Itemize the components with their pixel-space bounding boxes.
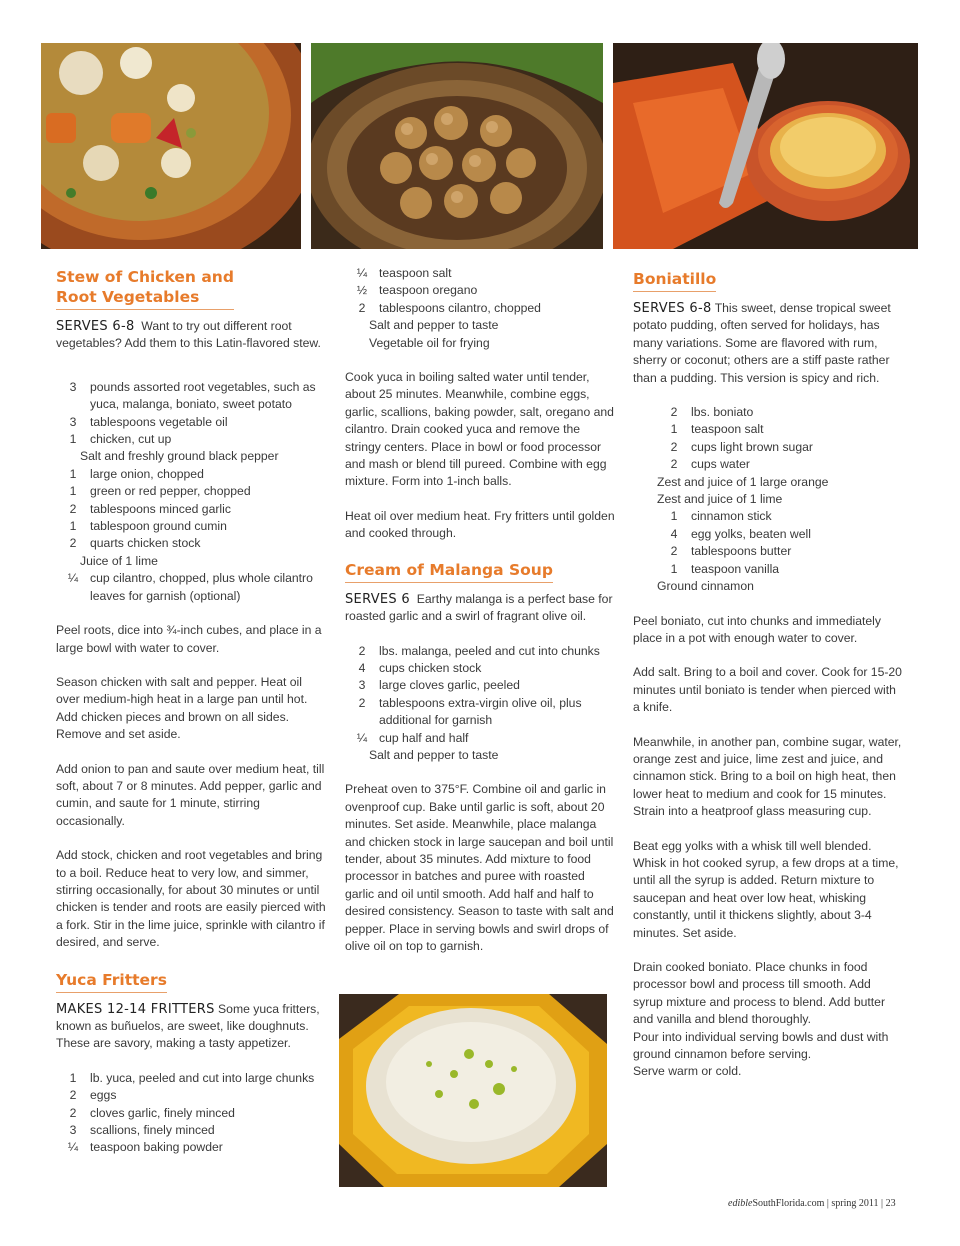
recipe-stew	[56, 267, 328, 952]
recipe-intro	[56, 318, 328, 353]
ingredient-quantity: 1	[670, 561, 678, 576]
footer-brand-italic: edible	[728, 1198, 753, 1209]
ingredient-item	[345, 695, 617, 730]
intro-text: Earthy malanga is a perfect base for roasted garlic and a swirl of fragrant olive oil.	[345, 591, 613, 624]
ingredient-list	[345, 643, 617, 765]
column-3	[633, 269, 903, 1081]
ingredient-item	[56, 466, 328, 483]
ingredient-text: large cloves garlic, peeled	[379, 678, 520, 693]
page-number: 23	[885, 1198, 896, 1209]
fritters-photo	[311, 43, 603, 249]
ingredient-quantity: 1	[69, 519, 77, 534]
ingredient-list	[56, 1070, 328, 1157]
footer-brand: SouthFlorida.com	[752, 1198, 825, 1209]
ingredient-text: tablespoons extra-virgin olive oil, plus additional for garnish	[379, 695, 582, 728]
ingredient-quantity: 4	[670, 526, 678, 541]
column-1	[56, 267, 328, 1157]
ingredient-item	[657, 543, 903, 560]
ingredient-text: eggs	[90, 1088, 117, 1103]
ingredient-text: tablespoons cilantro, chopped	[379, 300, 541, 315]
ingredient-item	[56, 483, 328, 500]
ingredient-item	[345, 677, 617, 694]
ingredient-quantity: 1	[69, 484, 77, 499]
ingredient-text: cup cilantro, chopped, plus whole cilantro leaves for garnish (optional)	[90, 571, 313, 603]
ingredient-text: cups light brown sugar	[691, 439, 813, 454]
ingredient-quantity: ¼	[67, 571, 79, 586]
recipe-title: Cream of Malanga Soup	[345, 560, 553, 583]
steps	[345, 781, 617, 955]
ingredient-text: teaspoon salt	[379, 266, 452, 280]
recipe-yuca-fritters	[56, 970, 328, 1157]
ingredient-text: lbs. malanga, peeled and cut into chunks	[379, 643, 600, 658]
ingredient-text: Salt and freshly ground black pepper	[80, 449, 279, 464]
ingredient-text: Zest and juice of 1 large orange	[657, 474, 829, 489]
instruction-step: Season chicken with salt and pepper. Heat oil over medium-high heat in a large pan until hot. Add chicken pieces and brown on all sides. Remove and set aside.	[56, 674, 308, 742]
ingredient-item	[56, 535, 328, 552]
ingredient-text: tablespoons vegetable oil	[90, 414, 228, 429]
recipe-intro	[345, 591, 617, 626]
ingredient-list	[56, 379, 328, 605]
instruction-step: Peel boniato, cut into chunks and immediately place in a pot with enough water to cover.	[633, 613, 881, 645]
instruction-step: Add stock, chicken and root vegetables and bring to a boil. Reduce heat to very low, and simmer, stirring occasionally, for about 30 minutes or until chicken is tender and roots are easily pierced with a fork. Stir in the lime juice, sprinkle with cilantro if desired, and serve.	[56, 848, 326, 950]
recipe-title: Yuca Fritters	[56, 970, 167, 993]
ingredient-item	[56, 1105, 328, 1122]
ingredient-text: Juice of 1 lime	[80, 553, 158, 568]
intro-text: Want to try out different root vegetables? Add them to this Latin-flavored stew.	[56, 319, 321, 351]
ingredient-quantity: ¼	[67, 1140, 79, 1155]
ingredient-text: scallions, finely minced	[90, 1123, 215, 1138]
ingredient-text: lbs. boniato	[691, 405, 754, 420]
ingredient-item	[56, 448, 328, 465]
ingredient-item	[56, 414, 328, 431]
ingredient-quantity: 1	[69, 432, 77, 447]
ingredient-item	[657, 508, 903, 525]
ingredient-quantity: 4	[358, 660, 366, 675]
stew-photo	[41, 43, 301, 249]
ingredient-quantity: 1	[69, 1070, 77, 1085]
ingredient-item	[56, 518, 328, 535]
ingredient-quantity: ¼	[356, 266, 368, 280]
ingredient-item	[345, 265, 617, 282]
footer-issue: spring 2011	[831, 1198, 879, 1209]
ingredient-text: Vegetable oil for frying	[369, 335, 490, 350]
recipe-boniatillo	[633, 269, 903, 1081]
recipe-intro	[56, 1001, 328, 1053]
steps	[633, 613, 903, 943]
ingredient-text: cups chicken stock	[379, 660, 482, 675]
ingredient-quantity: 2	[670, 544, 678, 559]
ingredient-item	[56, 431, 328, 448]
instruction-step: Add salt. Bring to a boil and cover. Cook for 15-20 minutes until boniato is tender when pierced with a knife.	[633, 665, 902, 715]
ingredient-text: tablespoons butter	[691, 544, 792, 559]
instruction-step: Cook yuca in boiling salted water until tender, about 25 minutes. Meanwhile, combine eggs, garlic, scallions, baking powder, salt, oregano and cilantro. Drain cooked yuca and remove the stringy centers. Place in bowl or food processor and mash or blend till pureed. Combine with egg mixture. Form into 1-inch balls.	[345, 370, 614, 489]
ingredient-text: large onion, chopped	[90, 466, 204, 481]
ingredient-text: Salt and pepper to taste	[369, 318, 499, 333]
boniatillo-photo	[613, 43, 918, 249]
ingredient-quantity: 2	[69, 501, 77, 516]
ingredient-text: teaspoon oregano	[379, 283, 478, 298]
instruction-step: Beat egg yolks with a whisk till well blended. Whisk in hot cooked syrup, a few drops at a time, until all the syrup is added. Return mixture to saucepan and heat over low heat, whisking constantly, until it thickens slightly, about 3-4 minutes. Set aside.	[633, 838, 899, 940]
ingredient-text: quarts chicken stock	[90, 536, 201, 551]
ingredient-item	[56, 1139, 328, 1156]
soup-photo	[339, 994, 607, 1187]
ingredient-text: Zest and juice of 1 lime	[657, 492, 783, 507]
ingredient-text: lb. yuca, peeled and cut into large chunks	[90, 1070, 315, 1085]
ingredient-item	[345, 660, 617, 677]
ingredient-item	[345, 282, 617, 299]
page-footer: edibleSouthFlorida.com | spring 2011 | 23	[728, 1198, 896, 1209]
ingredient-item	[657, 491, 903, 508]
column-2	[345, 265, 617, 955]
ingredient-quantity: 1	[670, 422, 678, 437]
ingredient-item	[345, 643, 617, 660]
instruction-step: Meanwhile, in another pan, combine sugar, water, orange zest and juice, lime zest and juice, and cinnamon stick. Bring to a boil on high heat, then lower heat to medium and cook for 15 minutes. Strain into a heatproof glass measuring cup.	[633, 734, 902, 819]
ingredient-text: teaspoon vanilla	[691, 561, 780, 576]
ingredient-item	[56, 1122, 328, 1139]
final-step	[633, 959, 903, 1081]
ingredient-quantity: 2	[670, 405, 678, 420]
ingredient-quantity: 2	[69, 1105, 77, 1120]
recipe-intro	[633, 300, 903, 387]
serves-label: MAKES 12-14 FRITTERS	[56, 1001, 215, 1017]
instruction-step: Add onion to pan and saute over medium heat, till soft, about 7 or 8 minutes. Add pepper, garlic and cumin, and saute for 1 minute, stirring occasionally.	[56, 761, 325, 828]
ingredient-item	[657, 404, 903, 421]
instruction-step: Preheat oven to 375°F. Combine oil and garlic in ovenproof cup. Bake until garlic is soft, about 20 minutes. Set aside. Meanwhile, place malanga and chicken stock in large saucepan and boil until tender, about 35 minutes. Add mixture to food processor in batches and puree with roasted garlic and oil until smooth. Add half and half to desired consistency. Season to taste with salt and pepper. Place in serving bowls and swirl drops of olive oil on top to garnish.	[345, 782, 614, 953]
recipe-title	[56, 267, 234, 310]
ingredient-text: Ground cinnamon	[657, 579, 754, 594]
ingredient-text: egg yolks, beaten well	[691, 526, 811, 541]
ingredient-quantity: 3	[69, 1123, 77, 1138]
serves-label: SERVES 6	[345, 591, 410, 607]
ingredient-item	[345, 335, 617, 352]
ingredient-text: tablespoons minced garlic	[90, 501, 231, 516]
ingredient-text: green or red pepper, chopped	[90, 484, 251, 499]
instruction-step: Peel roots, dice into ¾-inch cubes, and place in a large bowl with water to cover.	[56, 623, 322, 655]
instruction-step: Heat oil over medium heat. Fry fritters until golden and cooked through.	[345, 508, 615, 541]
ingredient-text: tablespoon ground cumin	[90, 519, 227, 534]
title-line-2: Root Vegetables	[56, 288, 200, 306]
ingredient-item	[657, 526, 903, 543]
steps	[56, 622, 328, 952]
ingredient-text: Salt and pepper to taste	[369, 747, 499, 762]
ingredient-quantity: 1	[670, 509, 678, 524]
final-step-line: Drain cooked boniato. Place chunks in food processor bowl and process till smooth. Add syrup mixture and process to blend. Add butter and vanilla and blend thoroughly.	[633, 960, 886, 1027]
ingredient-quantity: 2	[358, 300, 366, 315]
ingredient-item	[345, 747, 617, 764]
ingredient-item	[657, 578, 903, 595]
recipe-malanga-soup	[345, 560, 617, 956]
ingredient-item	[345, 317, 617, 334]
ingredient-item	[657, 439, 903, 456]
ingredient-quantity: 2	[358, 643, 366, 658]
ingredient-item	[657, 456, 903, 473]
ingredient-text: cloves garlic, finely minced	[90, 1105, 235, 1120]
ingredient-text: cup half and half	[379, 730, 469, 745]
recipe-title: Boniatillo	[633, 269, 716, 292]
ingredient-item	[56, 570, 328, 605]
serves-label: SERVES 6-8	[56, 319, 135, 334]
ingredient-item	[56, 553, 328, 570]
ingredient-quantity: 3	[69, 414, 77, 429]
intro-text: This sweet, dense tropical sweet potato pudding, often served for holidays, has many variations. Some are flavored with rum, sherry or coconut; others are a stiff paste rather than a pudding. This version is spicy and rich.	[633, 301, 891, 385]
ingredient-list	[633, 404, 903, 595]
ingredient-text: pounds assorted root vegetables, such as yuca, malanga, boniato, sweet potato	[90, 379, 316, 412]
ingredient-text: teaspoon salt	[691, 422, 764, 437]
ingredient-quantity: 2	[670, 439, 678, 454]
steps	[345, 369, 617, 543]
final-step-line: Serve warm or cold.	[633, 1064, 742, 1079]
ingredient-item	[56, 1070, 328, 1087]
ingredient-quantity: 2	[69, 1088, 77, 1103]
ingredient-text: cinnamon stick	[691, 509, 772, 524]
title-line-1: Stew of Chicken and	[56, 268, 234, 286]
ingredient-item	[56, 1087, 328, 1104]
ingredient-item	[56, 501, 328, 518]
ingredient-item	[56, 379, 328, 414]
ingredient-quantity: 2	[670, 457, 678, 472]
ingredient-text: teaspoon baking powder	[90, 1140, 223, 1155]
serves-label: SERVES 6-8	[633, 301, 712, 316]
ingredient-item	[657, 421, 903, 438]
ingredient-text: chicken, cut up	[90, 432, 172, 447]
ingredient-quantity: 3	[358, 678, 366, 693]
final-step-line: Pour into individual serving bowls and dust with ground cinnamon before serving.	[633, 1029, 889, 1062]
ingredient-item	[345, 730, 617, 747]
ingredient-item	[657, 474, 903, 491]
intro-text: Some yuca fritters, known as buñuelos, are sweet, like doughnuts. These are savory, making a tasty appetizer.	[56, 1001, 320, 1051]
ingredient-text: cups water	[691, 457, 750, 472]
ingredient-quantity: 2	[358, 695, 366, 710]
ingredient-list-continued	[345, 265, 617, 352]
ingredient-item	[657, 561, 903, 578]
ingredient-item	[345, 300, 617, 317]
ingredient-quantity: 1	[69, 466, 77, 481]
ingredient-quantity: ¼	[356, 730, 368, 745]
ingredient-quantity: ½	[356, 283, 368, 298]
ingredient-quantity: 3	[69, 379, 77, 394]
ingredient-quantity: 2	[69, 536, 77, 551]
